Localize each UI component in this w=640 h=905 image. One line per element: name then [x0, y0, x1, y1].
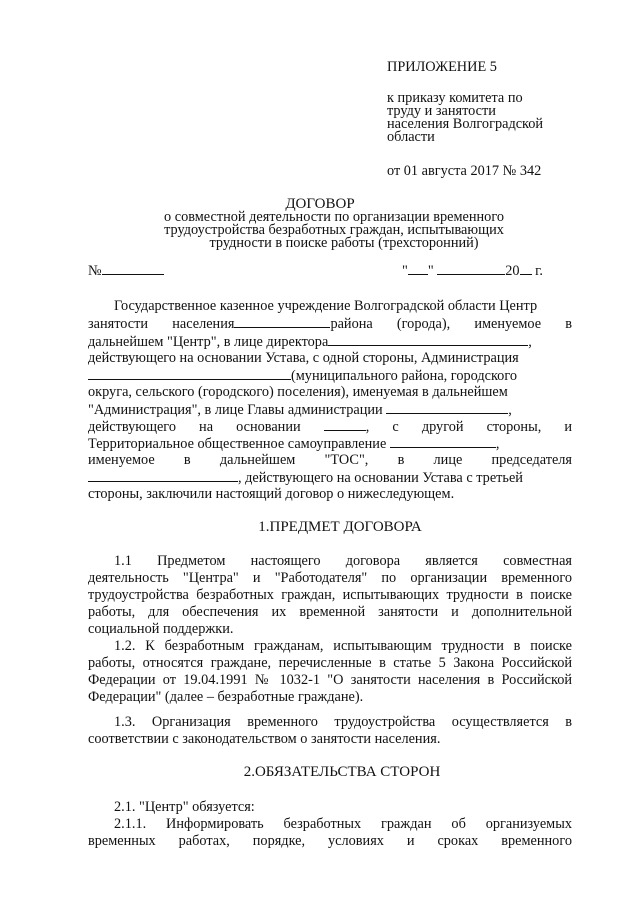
contract-date: " " 20 г.: [402, 263, 543, 279]
preamble-line: действующего на основании , с другой стороны, и: [88, 419, 573, 435]
preamble-line: округа, сельского (городского) поселения), именуемая в дальнейшем: [88, 384, 508, 400]
basis-blank: [324, 418, 366, 431]
section2-line: 2.1.1. Информировать безработных граждан об организуемых: [114, 816, 572, 832]
section1-line: Федерации" (далее – безработные граждане).: [88, 689, 364, 705]
section1-line: 1.3. Организация временного трудоустройства осуществляется в: [114, 714, 572, 730]
appendix-title: ПРИЛОЖЕНИЕ 5: [387, 59, 497, 75]
municipality-blank: [88, 367, 291, 380]
preamble-line: Государственное казенное учреждение Волгоградской области Центр: [114, 298, 538, 314]
appendix-date: от 01 августа 2017 № 342: [387, 163, 542, 179]
section1-line: трудоустройства безработных граждан, испытывающих трудности в поиске: [88, 587, 572, 603]
section1-line: 1.1 Предметом настоящего договора является совместная: [114, 553, 572, 569]
section1-line: работы, относятся граждане, перечисленные в статье 5 Закона Российской: [88, 655, 572, 671]
contract-subtitle: трудности в поиске работы (трехсторонний): [209, 235, 479, 251]
section1-line: соответствии с законодательством о занятости населения.: [88, 731, 441, 747]
day-blank: [408, 262, 428, 275]
section1-line: 1.2. К безработным гражданам, испытывающим трудности в поиске: [114, 638, 572, 654]
preamble-line: именуемое в дальнейшем "ТОС", в лице председателя: [88, 452, 572, 468]
section2-heading: 2.ОБЯЗАТЕЛЬСТВА СТОРОН: [243, 764, 441, 780]
section1-line: деятельность "Центра" и "Работодателя" по организации временного: [88, 570, 572, 586]
contract-subtitle: трудоустройства безработных граждан, испытывающих: [164, 222, 504, 238]
section2-line: временных работах, порядке, условиях и сроках временного: [88, 833, 572, 849]
head-blank: [386, 401, 508, 414]
month-blank: [437, 262, 505, 275]
appendix-line: населения Волгоградской: [387, 116, 544, 132]
chairman-blank: [88, 469, 238, 482]
preamble-line: занятости населения района (города), именуемое в: [88, 316, 572, 332]
section1-line: Федерации от 19.04.1991 № 1032-1 "О занятости населения в Российской: [88, 672, 572, 688]
director-blank: [328, 333, 528, 346]
preamble-line: "Администрация", в лице Главы администрации ,: [88, 402, 512, 418]
preamble-line: стороны, заключили настоящий договор о нижеследующем.: [88, 486, 455, 502]
section1-heading: 1.ПРЕДМЕТ ДОГОВОРА: [258, 519, 422, 535]
contract-subtitle: о совместной деятельности по организации временного: [164, 209, 504, 225]
number-blank: [102, 262, 164, 275]
year-blank: [520, 262, 532, 275]
district-blank: [234, 315, 330, 328]
appendix-line: к приказу комитета по: [387, 90, 523, 106]
appendix-line: области: [387, 129, 435, 145]
section2-line: 2.1. "Центр" обязуется:: [114, 799, 255, 815]
preamble-line: (муниципального района, городского: [88, 367, 517, 384]
tos-blank: [390, 435, 496, 448]
section1-line: работы, для обеспечения их временной занятости и дополнительной: [88, 604, 572, 620]
preamble-line: действующего на основании Устава, с одной стороны, Администрация: [88, 350, 519, 366]
contract-title: ДОГОВОР: [285, 196, 355, 212]
contract-number: №: [88, 262, 164, 279]
preamble-line: дальнейшем "Центр", в лице директора ,: [88, 334, 532, 350]
section1-line: социальной поддержки.: [88, 621, 234, 637]
preamble-line: , действующего на основании Устава с третьей: [88, 469, 523, 486]
preamble-line: Территориальное общественное самоуправление ,: [88, 436, 500, 452]
appendix-line: труду и занятости: [387, 103, 496, 119]
